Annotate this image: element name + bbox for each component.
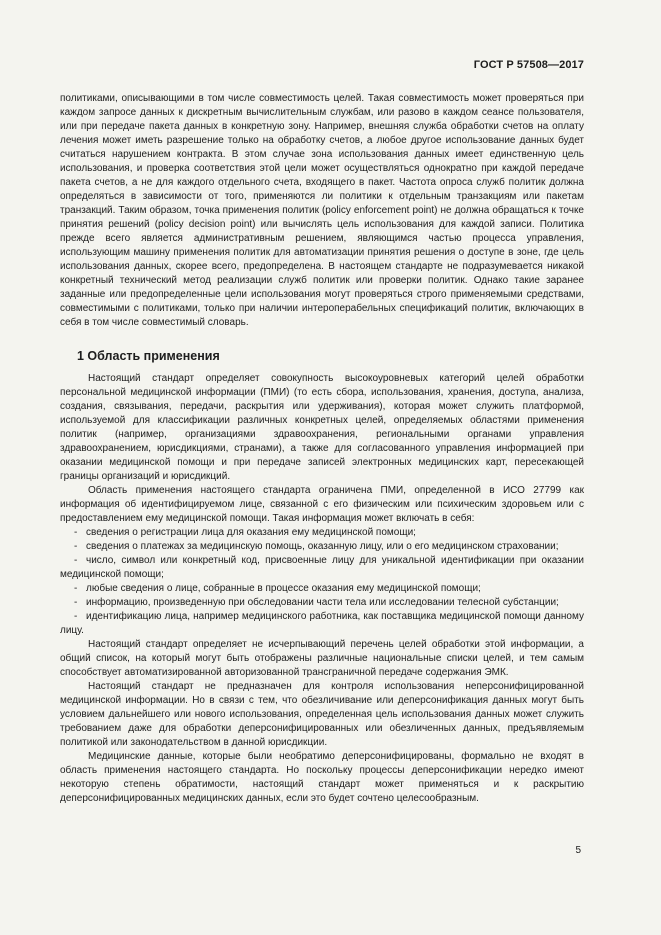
section-title: 1 Область применения	[77, 349, 220, 363]
list-item: - сведения о платежах за медицинскую помощь, оказанную лицу, или о его медицинском страховании;	[74, 541, 559, 552]
page-number: 5	[575, 845, 581, 856]
document-body	[60, 92, 584, 806]
scope-paragraph-1: Настоящий стандарт определяет совокупность высокоуровневых категорий целей обработки персональной медицинской информации (ПМИ) (то есть сбора, использования, хранения, доступа, анализа, создания, связывания, передачи, раскрытия или удерживания), которая может служить платформой, используемой для классификации различных конкретных целей, определяемых областями применения политик (например, организациями здравоохранения, региональными органами управления здравоохранением, юрисдикциями, странами), а также для согласованного управления информацией при оказании медицинской помощи и при передаче записей электронных медицинских карт, пересекающей границы организаций и юрисдикций.	[60, 373, 584, 482]
list-item: - любые сведения о лице, собранные в процессе оказания ему медицинской помощи;	[74, 583, 481, 594]
standard-header: ГОСТ Р 57508—2017	[473, 59, 584, 71]
list-item: - идентификацию лица, например медицинского работника, как поставщика медицинской помощи данному лицу.	[60, 611, 584, 636]
scope-paragraph-5: Медицинские данные, которые были необратимо деперсонифицированы, формально не входят в область применения настоящего стандарта. Но поскольку процессы деперсонификации нередко имеют некоторую степень обратимости, настоящий стандарт может применяться и к раскрытию деперсонифицированных медицинских данных, если это будет сочтено целесообразным.	[60, 751, 584, 804]
list-item: - информацию, произведенную при обследовании части тела или исследовании телесной субстанции;	[74, 597, 559, 608]
list-item: - число, символ или конкретный код, присвоенные лицу для уникальной идентификации при оказании медицинской помощи;	[60, 555, 584, 580]
scope-paragraph-3: Настоящий стандарт определяет не исчерпывающий перечень целей обработки этой информации, а общий список, на который могут быть отображены различные национальные списки целей, и тем самым способствует автоматизированной авторизованной трансграничной передаче содержания ЭМК.	[60, 639, 584, 678]
intro-paragraph: политиками, описывающими в том числе совместимость целей. Такая совместимость может проверяться при каждом запросе данных к дискретным вычислительным службам, или разово в каждом сеансе пользователя, или при передаче пакета данных в конкретную зону. Например, внешняя служба обработки счетов на оплату лечения может иметь разрешение только на обработку счетов, а любое другое использование данных будет считаться нарушением контракта. В этом случае зона использования данных имеет единственную цель использования, и проверка соответствия этой цели может осуществляться однократно при каждой передаче пакета счетов, а не для каждого отдельного счета, входящего в пакет. Частота опроса служб политик должна определяться в зависимости от того, применяются ли политики к отдельным транзакциям или пакетам транзакций. Таким образом, точка применения политик (policy enforcement point) не должна обращаться к точке принятия решений (policy decision point) или вычислять цель использования для каждой записи. Политика прежде всего является административным решением, являющимся частью процесса управления, использующим машину применения политик для автоматизации принятия решения о доступе в зоне, где цель использования данных, скорее всего, предопределена. В настоящем стандарте не подразумевается никакой конкретный технический метод реализации служб политик или проверки политик. Однако такие заранее заданные или предопределенные цели использования могут проверяться строго применяемыми средствами, совместимыми с политиками, только при наличии интероперабельных спецификаций политик, включающих в себя в том числе совместимый словарь.	[60, 93, 584, 328]
scope-paragraph-4: Настоящий стандарт не предназначен для контроля использования неперсонифицированной медицинской информации. Но в связи с тем, что обезличивание или деперсонификация данных могут быть условием дальнейшего или нового использования, определенная цель использования данных может служить требованием даже для обработки деперсонифицированных или обезличенных данных, предъявляемым политикой или законодательством в данной юрисдикции.	[60, 681, 584, 748]
scope-paragraph-2: Область применения настоящего стандарта ограничена ПМИ, определенной в ИСО 27799 как информация об идентифицируемом лице, связанной с его физическим или психическим здоровьем или с предоставлением ему медицинской помощи. Такая информация может включать в себя:	[60, 485, 584, 524]
info-list	[60, 526, 584, 638]
list-item: - сведения о регистрации лица для оказания ему медицинской помощи;	[74, 527, 416, 538]
